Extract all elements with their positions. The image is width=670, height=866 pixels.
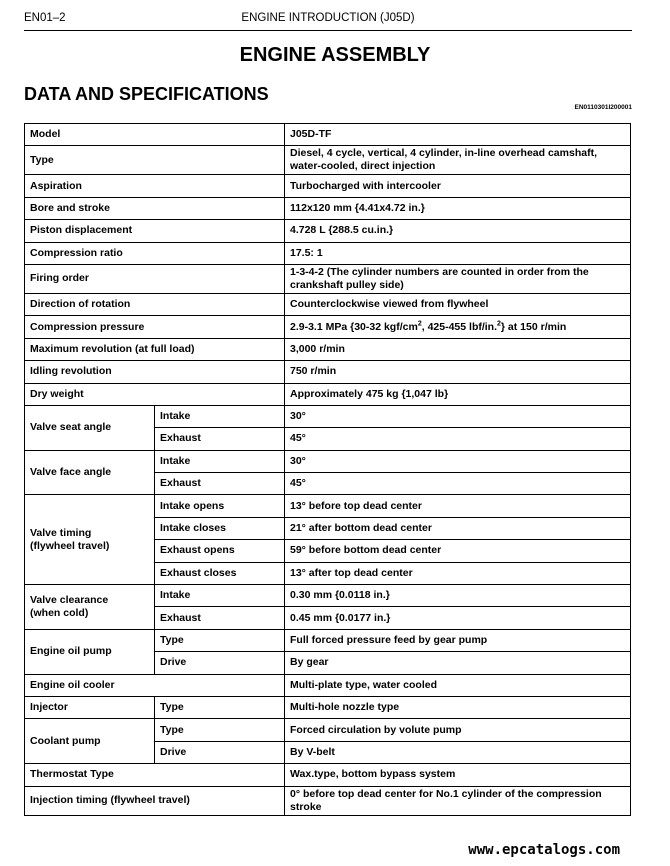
spec-label: Valve timing (flywheel travel)	[25, 495, 155, 585]
spec-sublabel: Drive	[155, 652, 285, 674]
spec-value: 13° after top dead center	[285, 562, 631, 584]
table-row	[25, 146, 631, 175]
spec-sublabel: Intake	[155, 450, 285, 472]
spec-value: 13° before top dead center	[285, 495, 631, 517]
spec-value: Approximately 475 kg {1,047 lb}	[285, 383, 631, 405]
spec-label: Bore and stroke	[25, 197, 285, 219]
spec-sublabel: Intake closes	[155, 517, 285, 539]
spec-label: Coolant pump	[25, 719, 155, 764]
spec-label: Valve face angle	[25, 450, 155, 495]
spec-value: 30°	[285, 450, 631, 472]
spec-value: 4.728 L {288.5 cu.in.}	[285, 220, 631, 242]
spec-value: Diesel, 4 cycle, vertical, 4 cylinder, in-line overhead camshaft, water-cooled, direct injection	[285, 146, 631, 175]
spec-value: 45°	[285, 473, 631, 495]
spec-label: Compression ratio	[25, 242, 285, 264]
spec-value: J05D-TF	[285, 124, 631, 146]
table-row	[25, 383, 631, 405]
page-header	[24, 8, 632, 31]
spec-label: Compression pressure	[25, 316, 285, 338]
spec-sublabel: Exhaust	[155, 428, 285, 450]
spec-value: Forced circulation by volute pump	[285, 719, 631, 741]
spec-value: 0° before top dead center for No.1 cylinder of the compression stroke	[285, 786, 631, 815]
table-row	[25, 242, 631, 264]
spec-label: Piston displacement	[25, 220, 285, 242]
table-row	[25, 674, 631, 696]
spec-value: 0.45 mm {0.0177 in.}	[285, 607, 631, 629]
spec-value: Full forced pressure feed by gear pump	[285, 629, 631, 651]
spec-sublabel: Intake opens	[155, 495, 285, 517]
spec-label: Firing order	[25, 264, 285, 293]
spec-label: Aspiration	[25, 175, 285, 197]
chapter-title: ENGINE INTRODUCTION (J05D)	[241, 12, 415, 24]
table-row	[25, 338, 631, 360]
section-heading: DATA AND SPECIFICATIONS	[24, 84, 269, 104]
table-row	[25, 361, 631, 383]
spec-value: Multi-plate type, water cooled	[285, 674, 631, 696]
spec-label: Direction of rotation	[25, 293, 285, 315]
table-row	[25, 220, 631, 242]
spec-sublabel: Intake	[155, 405, 285, 427]
spec-value: 30°	[285, 405, 631, 427]
spec-value: 45°	[285, 428, 631, 450]
table-row	[25, 405, 631, 427]
table-row	[25, 175, 631, 197]
spec-label: Engine oil pump	[25, 629, 155, 674]
spec-sublabel: Exhaust closes	[155, 562, 285, 584]
spec-value: Turbocharged with intercooler	[285, 175, 631, 197]
spec-value: 1-3-4-2 (The cylinder numbers are counted in order from the crankshaft pulley side)	[285, 264, 631, 293]
spec-sublabel: Exhaust opens	[155, 540, 285, 562]
page-number: EN01–2	[24, 12, 66, 24]
table-row	[25, 786, 631, 815]
spec-label: Injection timing (flywheel travel)	[25, 786, 285, 815]
spec-value: Wax.type, bottom bypass system	[285, 764, 631, 786]
spec-sublabel: Type	[155, 719, 285, 741]
spec-label: Valve clearance (when cold)	[25, 585, 155, 630]
spec-value: By V-belt	[285, 741, 631, 763]
table-row	[25, 629, 631, 651]
spec-label: Injector	[25, 696, 155, 718]
table-row	[25, 585, 631, 607]
table-row	[25, 197, 631, 219]
spec-label: Model	[25, 124, 285, 146]
spec-sublabel: Type	[155, 696, 285, 718]
spec-sublabel: Exhaust	[155, 473, 285, 495]
spec-label: Thermostat Type	[25, 764, 285, 786]
section-code: EN0110301I200001	[574, 104, 632, 111]
spec-sublabel: Intake	[155, 585, 285, 607]
table-row	[25, 495, 631, 517]
table-row	[25, 293, 631, 315]
spec-table	[24, 123, 631, 816]
table-row	[25, 719, 631, 741]
table-row	[25, 764, 631, 786]
spec-value: 2.9-3.1 MPa {30-32 kgf/$cm^2$, 425-455 lbf/in.$^2$} at 150 r/min	[285, 316, 631, 338]
spec-value: Multi-hole nozzle type	[285, 696, 631, 718]
spec-value: 21° after bottom dead center	[285, 517, 631, 539]
spec-value: 17.5: 1	[285, 242, 631, 264]
spec-value: 0.30 mm {0.0118 in.}	[285, 585, 631, 607]
spec-value: 112x120 mm {4.41x4.72 in.}	[285, 197, 631, 219]
spec-value: Counterclockwise viewed from flywheel	[285, 293, 631, 315]
spec-value: 750 r/min	[285, 361, 631, 383]
table-row	[25, 450, 631, 472]
spec-label: Idling revolution	[25, 361, 285, 383]
spec-label: Engine oil cooler	[25, 674, 285, 696]
spec-value: 3,000 r/min	[285, 338, 631, 360]
spec-sublabel: Drive	[155, 741, 285, 763]
spec-sublabel: Exhaust	[155, 607, 285, 629]
spec-value: By gear	[285, 652, 631, 674]
table-row	[25, 316, 631, 338]
spec-value: 59° before bottom dead center	[285, 540, 631, 562]
table-row	[25, 124, 631, 146]
table-row	[25, 696, 631, 718]
watermark: www.epcatalogs.com	[468, 842, 620, 858]
table-row	[25, 264, 631, 293]
spec-label: Valve seat angle	[25, 405, 155, 450]
spec-label: Type	[25, 146, 285, 175]
spec-label: Dry weight	[25, 383, 285, 405]
spec-sublabel: Type	[155, 629, 285, 651]
page-title: ENGINE ASSEMBLY	[239, 44, 431, 66]
spec-label: Maximum revolution (at full load)	[25, 338, 285, 360]
